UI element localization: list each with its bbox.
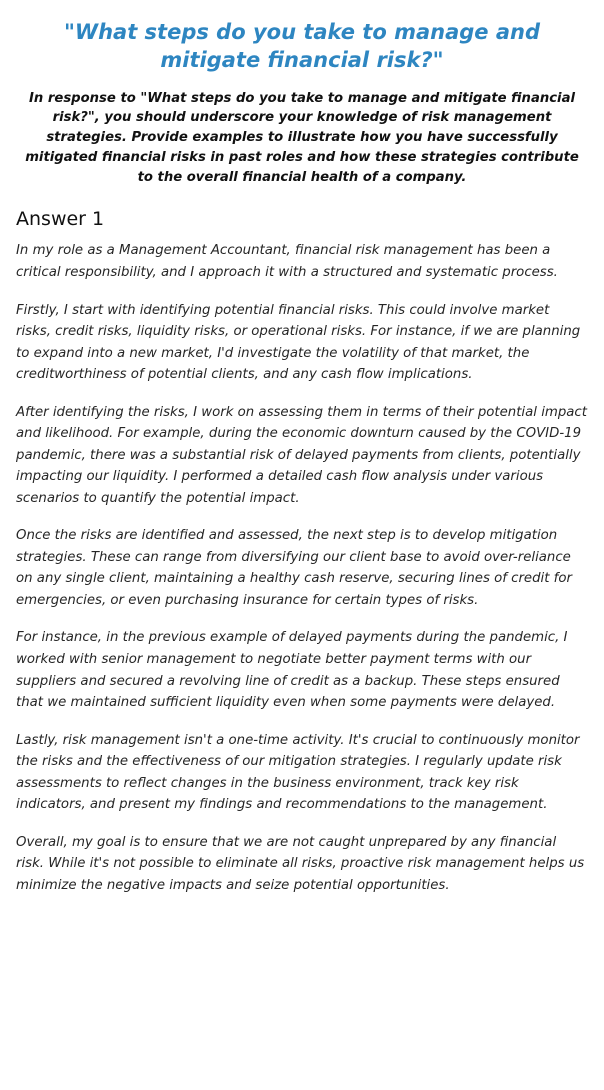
answer-paragraph: Overall, my goal is to ensure that we are not caught unprepared by any financial risk. While it's not possible to eliminate all risks, proactive risk management helps us minimize the negative impacts and seize potential opportunities. [16,834,585,893]
answer-paragraph: For instance, in the previous example of delayed payments during the pandemic, I worked with senior management to negotiate better payment terms with our suppliers and secured a revolving line of credit as a backup. These steps ensured that we maintained sufficient liquidity even when some payments were delayed. [16,630,568,711]
answer-paragraph: Once the risks are identified and assessed, the next step is to develop mitigation strategies. These can range from diversifying our client base to avoid over-reliance on any single client, maintaining a healthy cash reserve, securing lines of credit for emergencies, or even purchasing insurance for certain types of risks. [16,528,572,608]
answer-paragraph: Lastly, risk management isn't a one-time activity. It's crucial to continuously monitor the risks and the effectiveness of our mitigation strategies. I regularly update risk assessments to reflect changes in the business environment, track key risk indicators, and present my findings and recommendations to the management. [16,732,580,813]
answer-paragraph: After identifying the risks, I work on assessing them in terms of their potential impact and likelihood. For example, during the economic downturn caused by the COVID-19 pandemic, there was a substantial risk of delayed payments from clients, potentially impacting our liquidity. I performed a detailed cash flow analysis under various scenarios to quantify the potential impact. [16,404,587,506]
page-title: "What steps do you take to manage and mitigate financial risk?" [63,20,541,73]
answer-paragraph: Firstly, I start with identifying potential financial risks. This could involve market risks, credit risks, liquidity risks, or operational risks. For instance, if we are planning to expand into a new market, I'd investigate the volatility of that market, the creditworthiness of potential clients, and any cash flow implications. [16,302,581,383]
intro-paragraph: In response to "What steps do you take to manage and mitigate financial risk?", you should underscore your knowledge of risk management strategies. Provide examples to illustrate how you have successfully mitigated financial risks in past roles and how these strategies contribute to the overall financial health of a company. [25,90,579,185]
answer-body [16,240,588,896]
answer-paragraph: In my role as a Management Accountant, financial risk management has been a critical responsibility, and I approach it with a structured and systematic process. [16,243,558,280]
answer-heading: Answer 1 [16,207,105,230]
